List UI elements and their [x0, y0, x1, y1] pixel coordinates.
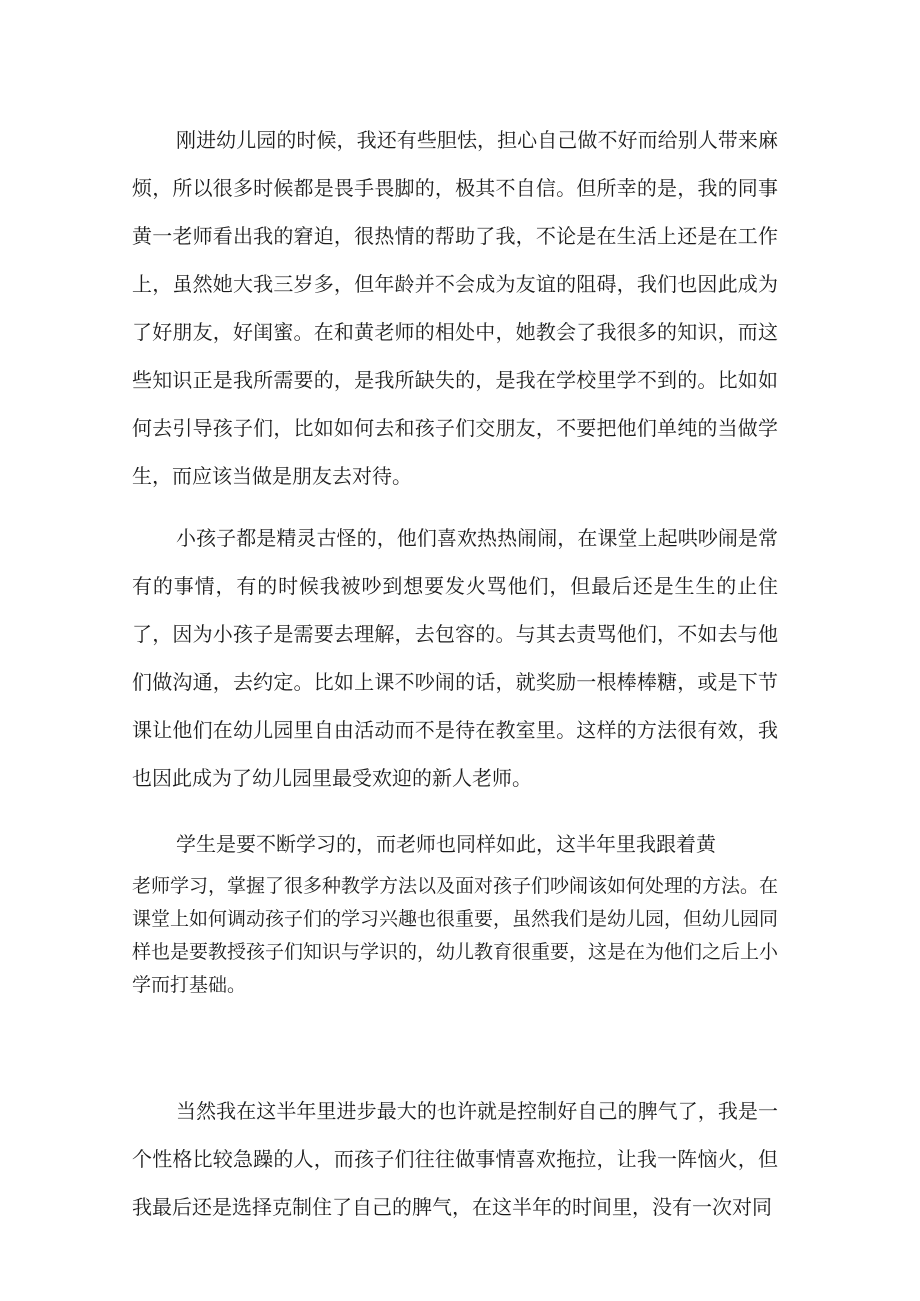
- paragraph-temper: 当然我在这半年里进步最大的也许就是控制好自己的脾气了，我是一个性格比较急躁的人，而孩子们往往做事情喜欢拖拉，让我一阵恼火，但我最后还是选择克制住了自己的脾气，在这半年的时间里，没有一次对同: [132, 1099, 778, 1219]
- paragraph-learning-first-line: 学生是要不断学习的，而老师也同样如此，这半年里我跟着黄: [176, 832, 716, 856]
- paragraph-learning-continued: 老师学习，掌握了很多种教学方法以及面对孩子们吵闹该如何处理的方法。在课堂上如何调动孩子们的学习兴趣也很重要，虽然我们是幼儿园，但幼儿园同样也是要教授孩子们知识与学识的，幼儿教育很重要，这是在为他们之后上小学而打基础。: [132, 875, 779, 996]
- paragraph-mentor: 刚进幼儿园的时候，我还有些胆怯，担心自己做不好而给别人带来麻烦，所以很多时候都是畏手畏脚的，极其不自信。但所幸的是，我的同事黄一老师看出我的窘迫，很热情的帮助了我，不论是在生活上还是在工作上，虽然她大我三岁多，但年龄并不会成为友谊的阻碍，我们也因此成为了好朋友，好闺蜜。在和黄老师的相处中，她教会了我很多的知识，而这些知识正是我所需要的，是我所缺失的，是我在学校里学不到的。比如如何去引导孩子们，比如如何去和孩子们交朋友，不要把他们单纯的当做学生，而应该当做是朋友去对待。: [132, 128, 778, 488]
- paragraph-children: 小孩子都是精灵古怪的，他们喜欢热热闹闹，在课堂上起哄吵闹是常有的事情，有的时候我被吵到想要发火骂他们，但最后还是生生的止住了，因为小孩子是需要去理解，去包容的。与其去责骂他们，不如去与他们做沟通，去约定。比如上课不吵闹的话，就奖励一根棒棒糖，或是下节课让他们在幼儿园里自由活动而不是待在教室里。这样的方法很有效，我也因此成为了幼儿园里最受欢迎的新人老师。: [132, 526, 778, 790]
